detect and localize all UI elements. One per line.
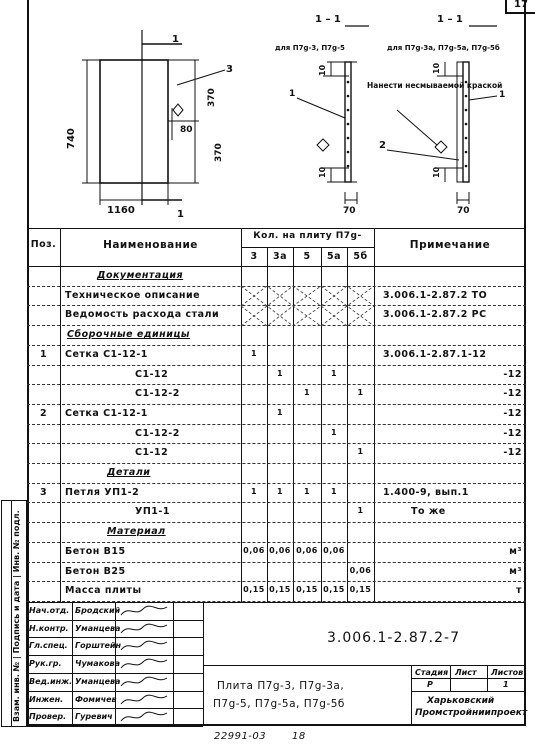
page-number: 17 [505,0,535,14]
dim-70-right: 70 [457,206,470,216]
specification-table [27,228,526,602]
row-name: С1-12-2 [135,388,180,400]
sheet-label: Лист [455,668,477,677]
staff-role: Нач.отд. [29,606,70,615]
row-qty: 1 [250,486,258,496]
staff-name: Уманцева [75,676,121,686]
staff-divider [27,620,203,621]
sheets-label: Листов [491,668,524,677]
header-pos: Поз. [30,239,57,250]
row-qty: 0,15 [243,585,265,595]
row-qty: 0,15 [269,585,291,595]
section-title-left: 1 – 1 [315,14,341,25]
row-note: -12 [503,427,522,439]
row-divider [27,463,526,464]
row-qty: 0,06 [323,545,345,555]
staff-name: Фомичев [75,694,117,704]
row-name: УП1-1 [135,506,170,518]
header-variant-3: 3 [250,251,258,262]
row-divider [27,384,526,385]
signature-mark [117,692,173,708]
row-note: 1.400-9, вып.1 [383,486,469,498]
dim-top-370: 370 [207,88,217,107]
title-block [27,602,526,726]
section-left [297,26,369,204]
signature-mark [117,709,173,725]
section-heading: Детали [107,467,151,478]
staff-divider [27,637,203,638]
staff-role: Н.контр. [29,623,69,633]
section-sub-left: для П7g-3, П7g-5 [275,44,345,52]
signature-mark [117,638,173,654]
row-note: 3.006.1-2.87.1-12 [383,348,487,360]
header-note: Примечание [409,239,491,251]
header-variant-5b: 5б [353,251,368,262]
cut-mark-bottom: 1 [177,209,184,220]
org-line-2: Промстройниипроект [415,708,528,718]
row-divider [27,502,526,503]
section-sub-right: для П7g-3а, П7g-5а, П7g-5б [387,44,500,52]
callout-1-left: 1 [289,89,296,99]
row-divider [27,404,526,405]
plate-drawing [27,0,526,228]
title-line-2: П7g-5, П7g-5а, П7g-5б [213,698,345,710]
dim-plan-height: 740 [66,128,77,149]
row-pos: 2 [39,407,48,419]
header-qty-group: Кол. на плиту П7g- [253,231,362,241]
row-qty: 0,06 [243,545,265,555]
row-divider [27,365,526,366]
dim-10-d: 10 [432,166,441,178]
row-name: Бетон В15 [65,545,126,557]
row-note: 3.006.1-2.87.2 ТО [383,289,488,301]
row-note: 3.006.1-2.87.2 РС [383,309,487,321]
row-divider [27,542,526,543]
staff-divider [27,673,203,674]
row-qty: 1 [276,486,284,496]
row-note: -12 [503,388,522,400]
section-heading: Сборочные единицы [67,329,191,341]
archive-number: 22991-03 [214,731,267,742]
dim-80: 80 [180,125,193,135]
signature-mark [117,674,173,690]
row-divider [27,562,526,563]
row-qty: 1 [303,388,311,398]
note-paint [367,81,502,90]
row-name: Петля УП1-2 [65,486,140,498]
row-name: Ведомость расхода стали [65,309,220,321]
row-name: Бетон В25 [65,565,126,577]
row-qty: 0,15 [349,585,372,595]
org-line-1: Харьковский [427,696,495,706]
staff-name: Чумакова [75,659,121,669]
callout-2: 2 [379,140,386,151]
staff-name: Уманцева [75,623,121,633]
plan-view [82,30,225,205]
row-qty: 1 [330,486,338,496]
row-qty: 1 [250,348,258,358]
dim-bottom-370: 370 [214,143,224,162]
row-divider [27,483,526,484]
cut-mark-top: 1 [172,34,179,45]
section-heading: Документация [97,270,184,281]
header-variant-3a: 3а [272,251,288,262]
row-note: т [515,585,522,597]
row-qty: 1 [303,486,311,496]
row-qty: 0,15 [296,585,318,595]
staff-role: Инжен. [29,694,64,704]
header-name: Наименование [103,239,198,251]
dim-10-a: 10 [318,64,327,76]
sheets-value: 1 [503,680,509,689]
doc-rows-hatch [241,286,374,326]
row-qty: 0,06 [349,565,372,575]
dim-70-left: 70 [343,206,356,216]
row-name: С1-12 [135,447,169,459]
staff-divider [27,655,203,656]
section-title-right: 1 – 1 [437,14,463,25]
row-qty: 1 [276,368,284,378]
row-note: -12 [503,368,522,380]
row-qty: 1 [276,407,284,417]
row-pos: 1 [39,348,48,360]
side-stamp-text: Взам. инв. № | Подпись и дата | Инв. № подл. [12,510,21,722]
row-name: С1-12 [135,368,169,380]
staff-name: Гуревич [75,712,113,722]
staff-role: Рук.гр. [29,659,62,669]
row-name: Масса плиты [65,585,142,597]
stage-label: Стадия [415,668,449,677]
staff-name: Горштейн [75,641,122,651]
section-heading: Материал [107,526,166,538]
signature-mark [117,603,173,619]
row-note: м³ [509,545,522,557]
row-qty: 1 [330,368,338,378]
footer-page: 18 [292,731,306,742]
staff-divider [27,708,203,709]
doc-code: 3.006.1-2.87.2-7 [327,630,460,646]
row-name: Техническое описание [65,289,201,301]
row-divider [27,581,526,582]
row-note: То же [411,506,446,518]
row-note: -12 [503,447,522,459]
row-name: С1-12-2 [135,427,180,439]
row-divider [27,345,526,346]
staff-role: Вед.инж. [29,676,73,686]
row-qty: 1 [330,427,338,437]
dim-plan-width: 1160 [107,205,135,216]
row-name: Сетка С1-12-1 [65,407,148,419]
staff-role: Гл.спец. [29,641,68,651]
row-name: Сетка С1-12-1 [65,348,148,360]
side-stamp [1,500,26,725]
row-note: м³ [509,565,522,577]
staff-role: Провер. [29,712,67,722]
dim-10-c: 10 [432,62,441,74]
row-pos: 3 [39,486,48,498]
row-qty: 1 [357,388,364,398]
signature-mark [117,656,173,672]
row-qty: 0,15 [323,585,345,595]
row-note: -12 [503,407,522,419]
callout-1-right: 1 [499,90,506,100]
row-divider [27,443,526,444]
header-variant-5a: 5а [326,251,342,262]
staff-name: Бродский [75,606,121,615]
note-paint-line: Нанести несмываемой краской [367,81,503,90]
callout-3: 3 [226,64,233,75]
stage-value: Р [427,680,433,689]
row-qty: 0,06 [296,545,318,555]
dim-10-b: 10 [318,166,327,178]
row-qty: 0,06 [269,545,291,555]
row-divider [27,522,526,523]
signature-mark [117,621,173,637]
row-qty: 1 [357,447,364,457]
row-divider [27,424,526,425]
section-right [387,26,497,204]
staff-divider [27,726,203,727]
row-qty: 1 [357,506,364,516]
title-line-1: Плита П7g-3, П7g-3а, [217,680,345,692]
staff-divider [27,691,203,692]
header-variant-5: 5 [303,251,311,262]
